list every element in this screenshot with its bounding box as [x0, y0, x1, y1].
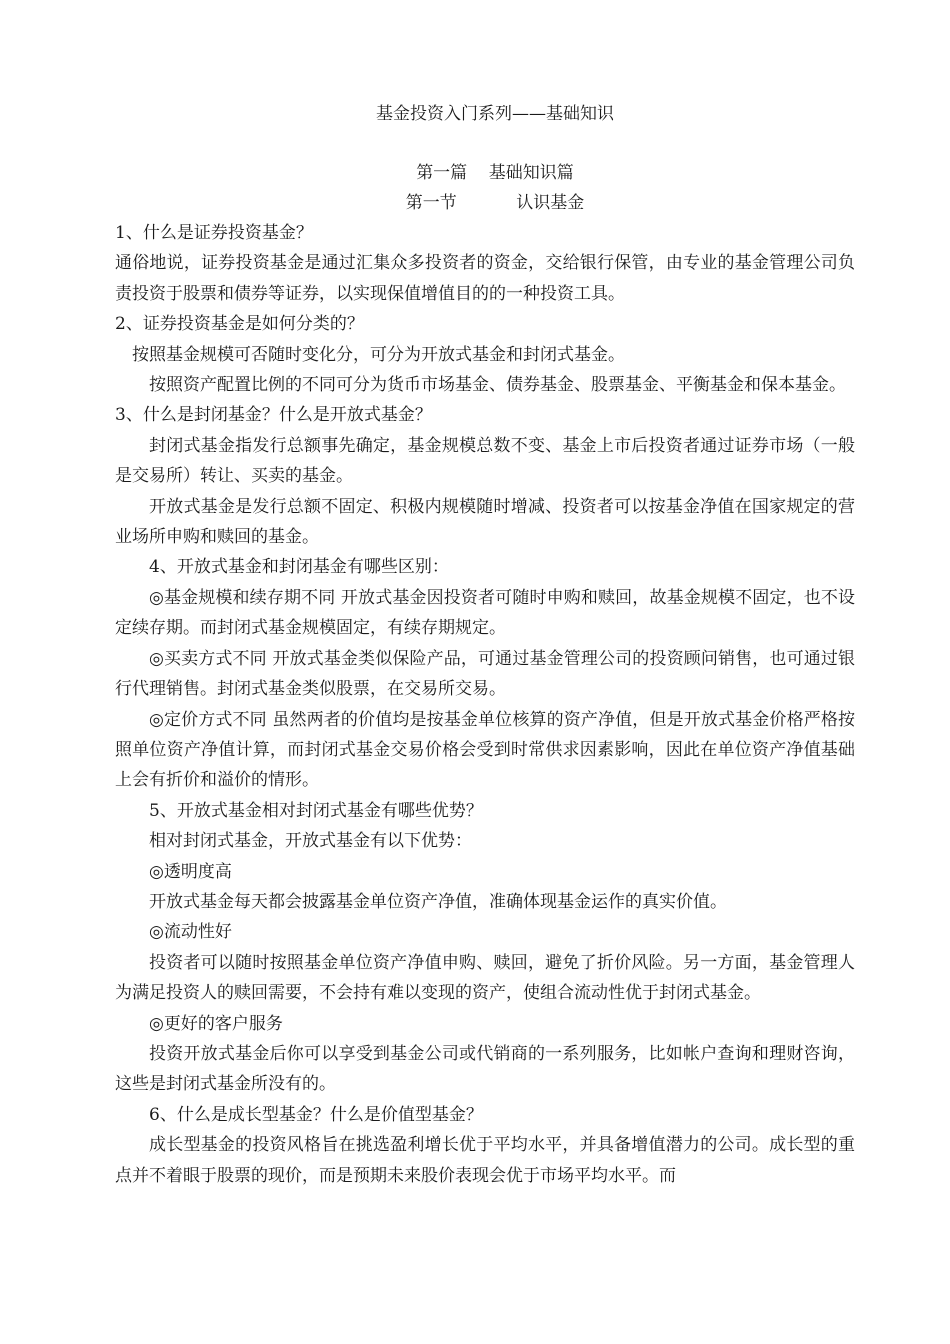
body-text [115, 218, 855, 1191]
paragraph: 投资者可以随时按照基金单位资产净值申购、赎回，避免了折价风险。另一方面，基金管理人为满足投资人的赎回需要，不会持有难以变现的资产，使组合流动性优于封闭式基金。 [115, 952, 855, 1004]
paragraph: ◎定价方式不同 虽然两者的价值均是按基金单位核算的资产净值，但是开放式基金价格严格按照单位资产净值计算，而封闭式基金交易价格会受到时常供求因素影响，因此在单位资产净值基础上会有折价和溢价的情形。 [115, 709, 855, 791]
paragraph: 5、开放式基金相对封闭式基金有哪些优势？ [149, 800, 483, 821]
paragraph: 封闭式基金指发行总额事先确定，基金规模总数不变、基金上市后投资者通过证券市场（一般是交易所）转让、买卖的基金。 [115, 435, 855, 487]
paragraph: ◎买卖方式不同 开放式基金类似保险产品，可通过基金管理公司的投资顾问销售，也可通过银行代理销售。封闭式基金类似股票，在交易所交易。 [115, 648, 855, 700]
paragraph: 按照资产配置比例的不同可分为货币市场基金、债券基金、股票基金、平衡基金和保本基金。 [149, 375, 846, 396]
paragraph: 6、什么是成长型基金？什么是价值型基金？ [149, 1104, 483, 1125]
paragraph: ◎更好的客户服务 [149, 1013, 283, 1034]
paragraph: 3、什么是封闭基金？什么是开放式基金？ [115, 405, 432, 426]
paragraph: 开放式基金是发行总额不固定、积极内规模随时增减、投资者可以按基金净值在国家规定的营业场所申购和赎回的基金。 [115, 496, 855, 548]
paragraph: 1、什么是证券投资基金？ [115, 223, 313, 243]
chapter-heading: 第一篇 基础知识篇 [416, 163, 574, 183]
document-title: 基金投资入门系列——基础知识 [376, 104, 614, 124]
paragraph: 开放式基金每天都会披露基金单位资产净值，准确体现基金运作的真实价值。 [149, 891, 727, 912]
document-page [115, 100, 855, 1191]
paragraph: 2、证券投资基金是如何分类的？ [115, 314, 364, 335]
paragraph: 成长型基金的投资风格旨在挑选盈利增长优于平均水平，并具备增值潜力的公司。成长型的重点并不着眼于股票的现价，而是预期未来股价表现会优于市场平均水平。而 [115, 1135, 855, 1186]
paragraph: 4、开放式基金和封闭基金有哪些区别： [149, 557, 449, 578]
section-heading: 第一节 认识基金 [405, 193, 585, 213]
paragraph: 相对封闭式基金，开放式基金有以下优势： [149, 831, 472, 852]
paragraph: ◎基金规模和续存期不同 开放式基金因投资者可随时申购和赎回，故基金规模不固定，也不设定续存期。而封闭式基金规模固定，有续存期规定。 [115, 587, 855, 639]
paragraph: ◎透明度高 [149, 861, 232, 882]
paragraph: 通俗地说，证券投资基金是通过汇集众多投资者的资金，交给银行保管，由专业的基金管理公司负责投资于股票和债券等证券，以实现保值增值目的的一种投资工具。 [115, 253, 855, 304]
paragraph: ◎流动性好 [149, 922, 232, 943]
paragraph: 投资开放式基金后你可以享受到基金公司或代销商的一系列服务，比如帐户查询和理财咨询，这些是封闭式基金所没有的。 [115, 1043, 855, 1095]
paragraph: 按照基金规模可否随时变化分，可分为开放式基金和封闭式基金。 [132, 344, 625, 365]
